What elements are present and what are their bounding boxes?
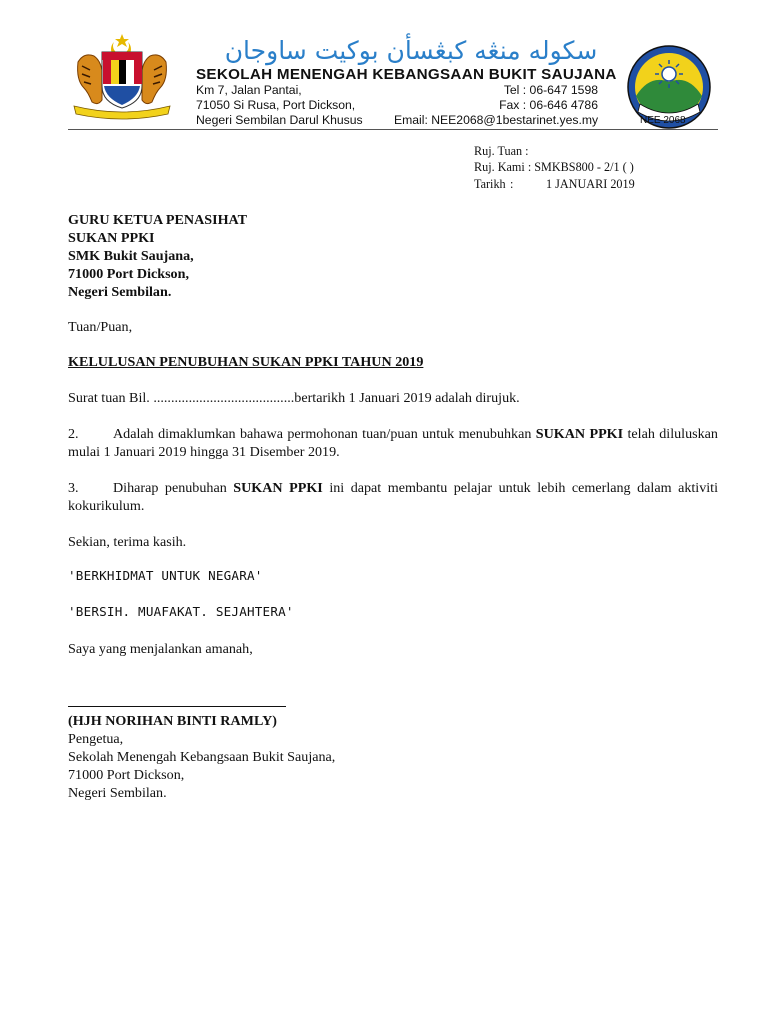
letter-subject: KELULUSAN PENUBUHAN SUKAN PPKI TAHUN 2019 — [68, 354, 424, 370]
signer-details — [68, 730, 718, 802]
letterhead — [68, 30, 718, 130]
addressee-line: 71000 Port Dickson, — [68, 266, 189, 282]
paragraph-2 — [68, 425, 718, 461]
school-name-jawi: سکوله منڠه کبڠسأن بوکيت ساوجان — [224, 36, 598, 65]
paragraph-text: ini dapat membantu pelajar untuk lebih cemerlang dalam aktiviti kokurikulum. — [68, 480, 719, 514]
paragraph-number: 2. — [68, 426, 79, 442]
signer-line: Pengetua, — [68, 731, 124, 747]
paragraph-reference: Surat tuan Bil. ........................................bertarikh 1 Januari 2019 adalah dirujuk. — [68, 390, 520, 406]
school-code: NEE 2068 — [640, 115, 686, 126]
paragraph-text: telah diluluskan mulai 1 Januari 2019 hingga 31 Disember 2019. — [68, 426, 718, 460]
addressee-line: Negeri Sembilan. — [68, 284, 172, 300]
addressee-line: SMK Bukit Saujana, — [68, 248, 194, 264]
date-label: Tarikh — [474, 177, 506, 191]
paragraph-text: Adalah dimaklumkan bahawa permohonan tuan/puan untuk menubuhkan — [113, 426, 536, 442]
motto-bersih: 'BERSIH. MUAFAKAT. SEJAHTERA' — [68, 604, 294, 619]
salutation: Tuan/Puan, — [68, 319, 133, 335]
school-address-line-2: 71050 Si Rusa, Port Dickson, — [196, 98, 356, 112]
paragraph-bold-text: SUKAN PPKI — [535, 426, 624, 442]
school-fax: Fax : 06-646 4786 — [499, 98, 598, 112]
addressee-line: GURU KETUA PENASIHAT — [68, 212, 248, 228]
paragraph-number: 3. — [68, 480, 79, 496]
signature-line — [68, 706, 286, 707]
reference-date — [474, 177, 635, 192]
school-name: SEKOLAH MENENGAH KEBANGSAAN BUKIT SAUJANA — [196, 66, 617, 83]
school-address-line-3: Negeri Sembilan Darul Khusus — [196, 113, 363, 127]
reference-ruj-tuan: Ruj. Tuan : — [474, 144, 529, 158]
date-value: 1 JANUARI 2019 — [546, 177, 635, 191]
closing-remark: Sekian, terima kasih. — [68, 534, 187, 550]
reference-ruj-kami: Ruj. Kami : SMKBS800 - 2/1 ( ) — [474, 160, 634, 174]
school-telephone: Tel : 06-647 1598 — [503, 83, 598, 97]
addressee-line: SUKAN PPKI — [68, 230, 155, 246]
paragraph-3 — [68, 479, 718, 515]
motto-berkhidmat: 'BERKHIDMAT UNTUK NEGARA' — [68, 568, 263, 583]
school-email: Email: NEE2068@1bestarinet.yes.my — [394, 113, 599, 127]
school-address-line-1: Km 7, Jalan Pantai, — [196, 83, 302, 97]
signer-line: Sekolah Menengah Kebangsaan Bukit Saujana, — [68, 749, 336, 765]
date-colon: : — [510, 177, 514, 191]
paragraph-bold-text: SUKAN PPKI — [233, 480, 323, 496]
signer-name: (HJH NORIHAN BINTI RAMLY) — [68, 713, 277, 729]
signer-line: Negeri Sembilan. — [68, 785, 167, 801]
signer-line: 71000 Port Dickson, — [68, 767, 185, 783]
malaysia-coat-of-arms-icon — [70, 32, 174, 122]
paragraph-text: Diharap penubuhan — [113, 480, 234, 496]
letterhead-divider — [68, 129, 718, 130]
addressee-block — [68, 211, 718, 301]
sign-off: Saya yang menjalankan amanah, — [68, 641, 253, 657]
